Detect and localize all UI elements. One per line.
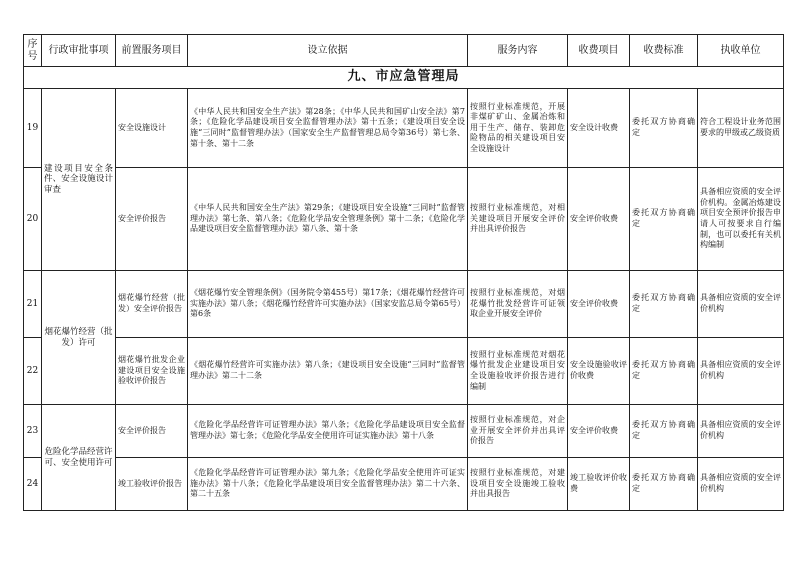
- collector-unit: 具备相应资质的安全评价机构。金属冶炼建设项目安全预评价报告申请人可按要求自行编制，也可以委托有关机构编制: [698, 168, 784, 271]
- row-no: 24: [24, 458, 42, 511]
- service-item: 烟花爆竹经营（批发）安全评价报告: [116, 271, 188, 338]
- header-no: 序号: [24, 35, 42, 67]
- service-item: 竣工验收评价报告: [116, 458, 188, 511]
- row-no: 21: [24, 271, 42, 338]
- header-basis: 设立依据: [188, 35, 468, 67]
- service-item: 安全设施设计: [116, 89, 188, 168]
- collector-unit: 具备相应资质的安全评价机构: [698, 338, 784, 405]
- service-content: 按照行业标准规范，开展非煤矿矿山、金属冶炼和用于生产、储存、装卸危险物品的相关建设项目安全设施设计: [468, 89, 568, 168]
- table-row: [24, 271, 784, 338]
- service-item: 烟花爆竹批发企业建设项目安全设施验收评价报告: [116, 338, 188, 405]
- table-row: [24, 405, 784, 458]
- section-row: [24, 67, 784, 89]
- header-content: 服务内容: [468, 35, 568, 67]
- collector-unit: 符合工程设计业务范围要求的甲级或乙级资质: [698, 89, 784, 168]
- header-item: 行政审批事项: [42, 35, 116, 67]
- table-row: [24, 89, 784, 168]
- row-no: 20: [24, 168, 42, 271]
- header-fee-standard: 收费标准: [630, 35, 698, 67]
- legal-basis: 《烟花爆竹安全管理条例》（国务院令第455号）第17条；《烟花爆竹经营许可实施办法》第八条；《烟花爆竹经营许可实施办法》（国家安监总局令第65号）第6条: [188, 271, 468, 338]
- fee-table: [23, 34, 784, 511]
- fee-standard: 委托双方协商确定: [630, 338, 698, 405]
- row-no: 22: [24, 338, 42, 405]
- approval-item: 危险化学品经营许可、安全使用许可: [42, 405, 116, 511]
- header-fee-item: 收费项目: [568, 35, 630, 67]
- approval-item: 烟花爆竹经营（批发）许可: [42, 271, 116, 405]
- approval-item: 建设项目安全条件、安全设施设计审查: [42, 89, 116, 271]
- fee-item: 安全评价收费: [568, 405, 630, 458]
- service-content: 按照行业标准规范，对烟花爆竹批发经营许可证领取企业开展安全评价: [468, 271, 568, 338]
- fee-standard: 委托双方协商确定: [630, 168, 698, 271]
- fee-item: 安全设计收费: [568, 89, 630, 168]
- legal-basis: 《危险化学品经营许可证管理办法》第八条；《危险化学品建设项目安全监督管理办法》第七条；《危险化学品安全使用许可证实施办法》第十八条: [188, 405, 468, 458]
- collector-unit: 具备相应资质的安全评价机构: [698, 458, 784, 511]
- header-collector: 执收单位: [698, 35, 784, 67]
- service-content: 按照行业标准规范，对建设项目安全设施竣工验收并出具报告: [468, 458, 568, 511]
- legal-basis: 《危险化学品经营许可证管理办法》第九条；《危险化学品安全使用许可证实施办法》第十八条；《危险化学品建设项目安全监督管理办法》第二十六条、第二十五条: [188, 458, 468, 511]
- section-title: 九、市应急管理局: [24, 67, 784, 89]
- fee-standard: 委托双方协商确定: [630, 458, 698, 511]
- row-no: 19: [24, 89, 42, 168]
- fee-item: 安全设施验收评价收费: [568, 338, 630, 405]
- service-item: 安全评价报告: [116, 168, 188, 271]
- header-row: [24, 35, 784, 67]
- service-content: 按照行业标准规范对烟花爆竹批发企业建设项目安全设施验收评价报告进行编制: [468, 338, 568, 405]
- row-no: 23: [24, 405, 42, 458]
- collector-unit: 具备相应资质的安全评价机构: [698, 405, 784, 458]
- legal-basis: 《中华人民共和国安全生产法》第29条；《建设项目安全设施“三同时”监督管理办法》第七条、第八条；《危险化学品安全管理条例》第十二条；《危险化学品建设项目安全监督管理办法》第八条、第十条: [188, 168, 468, 271]
- service-content: 按照行业标准规范，对相关建设项目开展安全评价并出具评价报告: [468, 168, 568, 271]
- fee-item: 安全评价收费: [568, 168, 630, 271]
- table-row: [24, 168, 784, 271]
- legal-basis: 《烟花爆竹经营许可实施办法》第八条；《建设项目安全设施“三同时”监督管理办法》第二十二条: [188, 338, 468, 405]
- header-service: 前置服务项目: [116, 35, 188, 67]
- legal-basis: 《中华人民共和国安全生产法》第28条；《中华人民共和国矿山安全法》第7条；《危险化学品建设项目安全监督管理办法》第十五条；《建设项目安全设施“三同时”监督管理办法》（国家安全生产监督管理总局令第36号）第七条、第十条、第十二条: [188, 89, 468, 168]
- fee-standard: 委托双方协商确定: [630, 405, 698, 458]
- service-content: 按照行业标准规范，对企业开展安全评价并出具评价报告: [468, 405, 568, 458]
- fee-standard: 委托双方协商确定: [630, 271, 698, 338]
- service-item: 安全评价报告: [116, 405, 188, 458]
- fee-standard: 委托双方协商确定: [630, 89, 698, 168]
- fee-item: 安全评价收费: [568, 271, 630, 338]
- collector-unit: 具备相应资质的安全评价机构: [698, 271, 784, 338]
- table-row: [24, 458, 784, 511]
- table-row: [24, 338, 784, 405]
- fee-item: 竣工验收评价收费: [568, 458, 630, 511]
